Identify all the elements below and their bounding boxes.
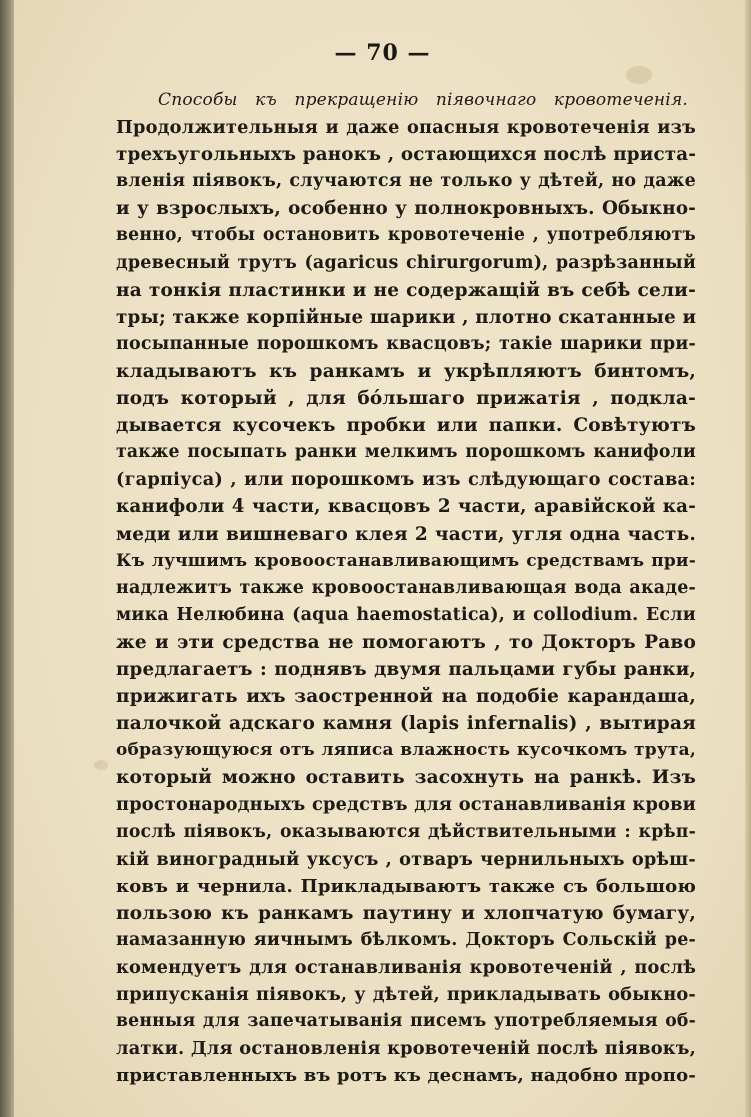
text-line: надлежитъ также кровоостанавливающая вода акаде- [116,577,696,598]
text-line: венныя для запечатыванія писемъ употребляемыя об- [116,1011,696,1032]
book-page [14,0,751,1117]
text-line: вленія піявокъ, случаются не только у дѣтей, но даже [116,171,696,192]
text-line: латки. Для остановленія кровотеченій послѣ піявокъ, [116,1038,696,1060]
text-line: послѣ піявокъ, оказываются дѣйствительными : крѣп- [116,821,696,842]
body-text [116,87,696,1089]
text-line: пользою къ ранкамъ паутину и хлопчатую бумагу, [116,902,696,924]
text-line: припусканія піявокъ, у дѣтей, прикладывать обыкно- [116,984,696,1006]
text-line: мика Нелюбина (aqua haemostatica), и collodium. Если [116,604,696,625]
text-line: посыпанные порошкомъ квасцовъ; такіе шарики при- [116,333,696,354]
text-line: на тонкія пластинки и не содержащій въ себѣ сели- [116,279,696,301]
text-line: также посыпать ранки мелкимъ порошкомъ канифоли [116,442,696,463]
text-line: подъ который , для бóльшаго прижатія , подкла- [116,388,696,410]
text-line: прижигать ихъ заостренной на подобіе карандаша, [116,686,696,708]
text-line: простонародныхъ средствъ для останавливанія крови [116,794,696,816]
text-line: кій виноградный уксусъ , отваръ чернильныхъ орѣш- [116,848,696,870]
paper-stain [94,760,108,770]
text-line: приставленныхъ въ ротъ къ деснамъ, надобно пропо- [116,1065,696,1087]
text-line: тры; также корпійные шарики , плотно скатанные и [116,306,697,328]
text-line: Продолжительныя и даже опасныя кровотеченія изъ [116,117,696,139]
text-line: древесный трутъ (agaricus chirurgorum), разрѣзанный [116,252,696,273]
text-line: намазанную яичнымъ бѣлкомъ. Докторъ Сольскій ре- [116,929,696,950]
page-edge [745,0,751,1117]
text-line: трехъугольныхъ ранокъ , остающихся послѣ приста- [116,144,697,166]
text-line: (гарпіуса) , или порошкомъ изъ слѣдующаго состава: [116,469,696,491]
text-line: и у взрослыхъ, особенно у полнокровныхъ. Обыкно- [116,198,696,220]
text-line: комендуетъ для останавливанія кровотеченій , послѣ [116,957,696,978]
text-line: венно, чтобы остановить кровотеченіе , употребляютъ [116,225,696,246]
text-line: который можно оставить засохнуть на ранкѣ. Изъ [116,767,696,789]
text-line: палочкой адскаго камня (lapis infernalis) , вытирая [116,713,696,735]
text-line: Къ лучшимъ кровоостанавливающимъ средствамъ при- [116,550,696,571]
paper-stain [626,66,652,84]
text-line: меди или вишневаго клея 2 части, угля одна часть. [116,523,696,545]
book-gutter-shadow [0,0,14,1117]
text-line: кладываютъ къ ранкамъ и укрѣпляютъ бинтомъ, [116,360,696,382]
text-line: предлагаетъ : поднявъ двумя пальцами губы ранки, [116,658,696,680]
text-line: дывается кусочекъ пробки или папки. Совѣтуютъ [116,415,696,437]
section-heading: Способы къ прекращенію піявочнаго кровотеченія. [158,90,688,110]
page-number: — 70 — [334,40,431,66]
text-line: канифоли 4 части, квасцовъ 2 части, аравійской ка- [116,496,696,518]
text-line: образующуюся отъ ляписа влажность кусочкомъ трута, [116,740,696,761]
text-line: ковъ и чернила. Прикладываютъ также съ большою [116,875,696,897]
text-line: же и эти средства не помогаютъ , то Докторъ Раво [116,631,696,653]
